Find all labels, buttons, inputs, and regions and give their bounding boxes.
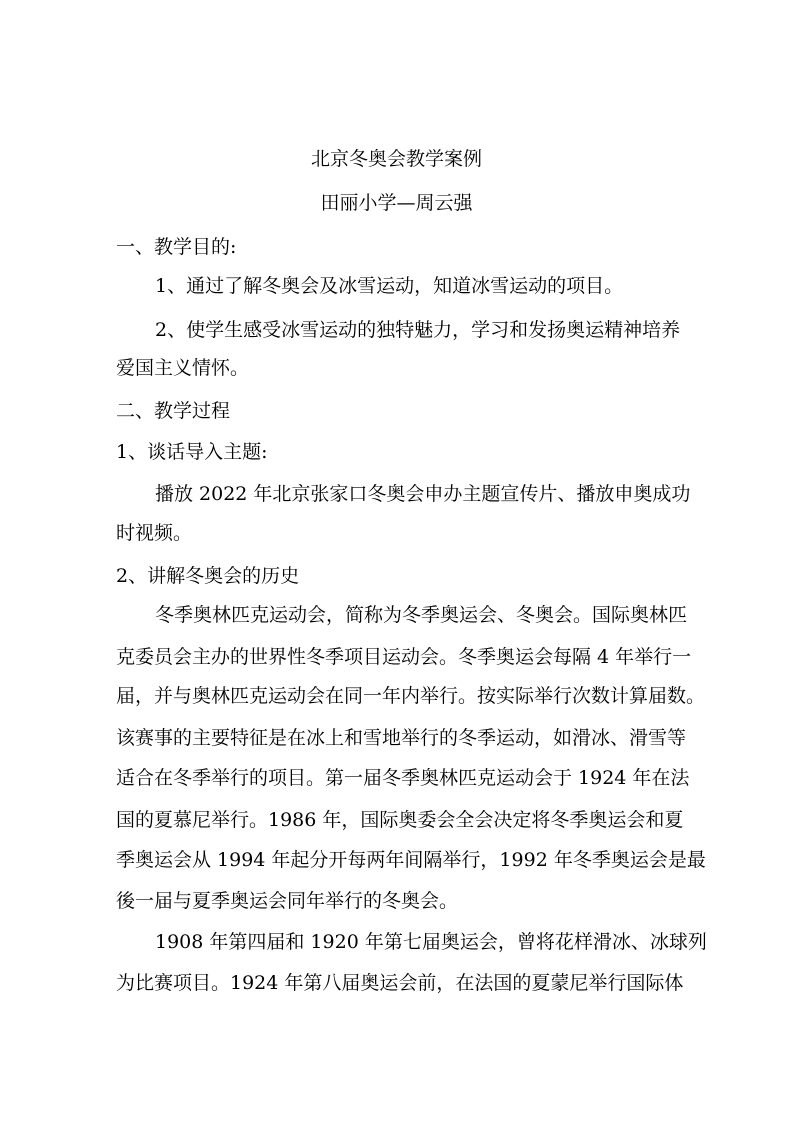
paragraph-line: 适合在冬季举行的项目。第一届冬季奥林匹克运动会于 1924 年在法	[116, 767, 690, 789]
paragraph-line: 该赛事的主要特征是在冰上和雪地举行的冬季运动，如滑冰、滑雪等	[116, 727, 687, 749]
paragraph-line: 1908 年第四届和 1920 年第七届奥运会，曾将花样滑冰、冰球列	[155, 931, 707, 953]
paragraph-line: 届，并与奥林匹克运动会在同一年内举行。按实际举行次数计算届数。	[116, 685, 706, 707]
subheading-line: 1、谈话导入主题:	[116, 441, 268, 463]
paragraph-line: 爱国主义情怀。	[116, 357, 250, 379]
section-heading-process: 二、教学过程	[116, 400, 231, 422]
paragraph-line: 时视频。	[116, 522, 193, 544]
paragraph-line: 为比赛项目。1924 年第八届奥运会前，在法国的夏蒙尼举行国际体	[116, 972, 684, 994]
paragraph-line: 克委员会主办的世界性冬季项目运动会。冬季奥运会每隔 4 年举行一	[116, 646, 692, 668]
paragraph-line: 後一届与夏季奥运会同年举行的冬奥会。	[116, 890, 459, 912]
paragraph-line: 1、通过了解冬奥会及冰雪运动，知道冰雪运动的项目。	[155, 275, 624, 297]
subheading-line: 2、讲解冬奥会的历史	[116, 565, 300, 587]
paragraph-line: 冬季奥林匹克运动会，简称为冬季奥运会、冬奥会。国际奥林匹	[155, 604, 688, 626]
section-heading-objectives: 一、教学目的:	[116, 236, 237, 258]
paragraph-line: 2、使学生感受冰雪运动的独特魅力，学习和发扬奥运精神培养	[155, 319, 681, 341]
document-title: 北京冬奥会教学案例	[310, 148, 482, 170]
paragraph-line: 季奥运会从 1994 年起分开每两年间隔举行，1992 年冬季奥运会是最	[116, 849, 706, 871]
paragraph-line: 国的夏慕尼举行。1986 年，国际奥委会全会决定将冬季奥运会和夏	[116, 809, 684, 831]
document-author: 田丽小学—周云强	[320, 192, 473, 214]
paragraph-line: 播放 2022 年北京张家口冬奥会申办主题宣传片、播放申奥成功	[155, 483, 691, 505]
